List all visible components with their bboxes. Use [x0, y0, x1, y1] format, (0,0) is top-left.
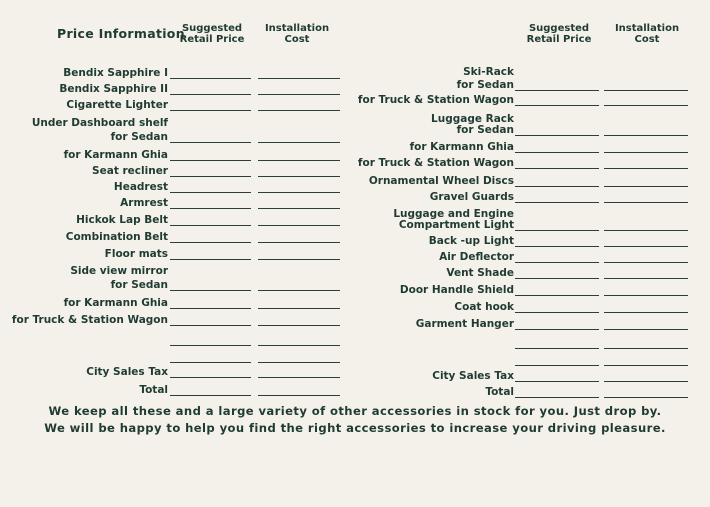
footer-line: We will be happy to help you find the right accessories to increase your driving pleasure.: [44, 421, 666, 435]
right-retail-price-field[interactable]: [515, 230, 599, 231]
left-item-label: for Sedan: [110, 131, 168, 143]
left-retail-price-field[interactable]: [170, 377, 251, 378]
left-item-label: Armrest: [120, 197, 168, 209]
right-retail-price-field[interactable]: [515, 348, 599, 349]
left-retail-price-field[interactable]: [170, 176, 251, 177]
left-retail-price-field[interactable]: [170, 225, 251, 226]
right-installation-cost-field[interactable]: [604, 135, 688, 136]
left-column-header-suggested: Suggested Retail Price: [179, 23, 245, 45]
right-item-label: Coat hook: [454, 301, 514, 313]
right-retail-price-field[interactable]: [515, 105, 599, 106]
right-item-label: Ski-Rack: [463, 66, 514, 78]
right-item-label: Back -up Light: [428, 235, 514, 247]
left-item-label: for Karmann Ghia: [63, 297, 168, 309]
left-installation-cost-field[interactable]: [258, 395, 340, 396]
left-item-label: Combination Belt: [65, 231, 168, 243]
left-installation-cost-field[interactable]: [258, 192, 340, 193]
right-installation-cost-field[interactable]: [604, 397, 688, 398]
left-installation-cost-field[interactable]: [258, 259, 340, 260]
right-retail-price-field[interactable]: [515, 152, 599, 153]
left-item-label: Bendix Sapphire II: [59, 83, 168, 95]
right-installation-cost-field[interactable]: [604, 278, 688, 279]
left-item-label: Total: [139, 384, 168, 396]
right-retail-price-field[interactable]: [515, 329, 599, 330]
right-item-label: for Truck & Station Wagon: [357, 94, 514, 106]
left-retail-price-field[interactable]: [170, 259, 251, 260]
right-installation-cost-field[interactable]: [604, 202, 688, 203]
left-installation-cost-field[interactable]: [258, 94, 340, 95]
left-installation-cost-field[interactable]: [258, 242, 340, 243]
left-retail-price-field[interactable]: [170, 362, 251, 363]
right-item-label: Luggage and Engine: [393, 208, 514, 220]
left-installation-cost-field[interactable]: [258, 290, 340, 291]
right-retail-price-field[interactable]: [515, 202, 599, 203]
right-item-label: for Sedan: [456, 124, 514, 136]
left-retail-price-field[interactable]: [170, 192, 251, 193]
right-item-label: Compartment Light: [398, 219, 514, 231]
left-item-label: for Sedan: [110, 279, 168, 291]
left-installation-cost-field[interactable]: [258, 160, 340, 161]
left-item-label: Under Dashboard shelf: [31, 117, 168, 129]
left-installation-cost-field[interactable]: [258, 176, 340, 177]
left-installation-cost-field[interactable]: [258, 362, 340, 363]
left-item-label: Cigarette Lighter: [66, 99, 168, 111]
right-item-label: Garment Hanger: [415, 318, 514, 330]
right-installation-cost-field[interactable]: [604, 105, 688, 106]
right-installation-cost-field[interactable]: [604, 381, 688, 382]
right-item-label: Air Deflector: [439, 251, 514, 263]
left-item-label: Floor mats: [104, 248, 168, 260]
right-retail-price-field[interactable]: [515, 365, 599, 366]
right-item-label: for Sedan: [456, 79, 514, 91]
left-installation-cost-field[interactable]: [258, 325, 340, 326]
right-retail-price-field[interactable]: [515, 397, 599, 398]
right-installation-cost-field[interactable]: [604, 246, 688, 247]
left-retail-price-field[interactable]: [170, 78, 251, 79]
left-column-header-installation: Installation Cost: [264, 23, 330, 45]
left-retail-price-field[interactable]: [170, 325, 251, 326]
left-installation-cost-field[interactable]: [258, 225, 340, 226]
right-installation-cost-field[interactable]: [604, 168, 688, 169]
left-retail-price-field[interactable]: [170, 94, 251, 95]
left-retail-price-field[interactable]: [170, 208, 251, 209]
right-item-label: Vent Shade: [446, 267, 514, 279]
right-retail-price-field[interactable]: [515, 262, 599, 263]
right-item-label: Luggage Rack: [431, 113, 514, 125]
left-retail-price-field[interactable]: [170, 395, 251, 396]
right-item-label: for Karmann Ghia: [409, 141, 514, 153]
right-retail-price-field[interactable]: [515, 278, 599, 279]
right-installation-cost-field[interactable]: [604, 262, 688, 263]
right-installation-cost-field[interactable]: [604, 329, 688, 330]
right-item-label: Gravel Guards: [429, 191, 514, 203]
left-item-label: City Sales Tax: [86, 366, 168, 378]
left-installation-cost-field[interactable]: [258, 110, 340, 111]
right-retail-price-field[interactable]: [515, 312, 599, 313]
right-installation-cost-field[interactable]: [604, 295, 688, 296]
left-installation-cost-field[interactable]: [258, 308, 340, 309]
right-retail-price-field[interactable]: [515, 90, 599, 91]
right-installation-cost-field[interactable]: [604, 90, 688, 91]
left-retail-price-field[interactable]: [170, 345, 251, 346]
footer-line: We keep all these and a large variety of other accessories in stock for you. Just drop by.: [48, 404, 662, 418]
left-item-label: Hickok Lap Belt: [76, 214, 168, 226]
left-installation-cost-field[interactable]: [258, 345, 340, 346]
left-retail-price-field[interactable]: [170, 242, 251, 243]
left-retail-price-field[interactable]: [170, 308, 251, 309]
right-column-header-suggested: Suggested Retail Price: [526, 23, 592, 45]
left-item-label: Side view mirror: [70, 265, 168, 277]
right-installation-cost-field[interactable]: [604, 152, 688, 153]
left-item-label: Headrest: [113, 181, 168, 193]
left-installation-cost-field[interactable]: [258, 208, 340, 209]
right-installation-cost-field[interactable]: [604, 365, 688, 366]
right-retail-price-field[interactable]: [515, 295, 599, 296]
left-installation-cost-field[interactable]: [258, 377, 340, 378]
left-retail-price-field[interactable]: [170, 160, 251, 161]
right-column-header-installation: Installation Cost: [614, 23, 680, 45]
left-item-label: for Truck & Station Wagon: [11, 314, 168, 326]
left-installation-cost-field[interactable]: [258, 142, 340, 143]
right-item-label: for Truck & Station Wagon: [357, 157, 514, 169]
right-installation-cost-field[interactable]: [604, 186, 688, 187]
right-installation-cost-field[interactable]: [604, 230, 688, 231]
left-installation-cost-field[interactable]: [258, 78, 340, 79]
right-item-label: Total: [485, 386, 514, 398]
right-installation-cost-field[interactable]: [604, 348, 688, 349]
left-retail-price-field[interactable]: [170, 110, 251, 111]
left-item-label: Seat recliner: [92, 165, 168, 177]
left-item-label: for Karmann Ghia: [63, 149, 168, 161]
right-installation-cost-field[interactable]: [604, 312, 688, 313]
page-title: Price Information: [57, 26, 185, 41]
left-retail-price-field[interactable]: [170, 142, 251, 143]
right-item-label: Ornamental Wheel Discs: [368, 175, 514, 187]
right-retail-price-field[interactable]: [515, 135, 599, 136]
left-item-label: Bendix Sapphire I: [63, 67, 168, 79]
right-retail-price-field[interactable]: [515, 186, 599, 187]
right-retail-price-field[interactable]: [515, 168, 599, 169]
right-item-label: City Sales Tax: [432, 370, 514, 382]
right-retail-price-field[interactable]: [515, 381, 599, 382]
left-retail-price-field[interactable]: [170, 290, 251, 291]
right-item-label: Door Handle Shield: [399, 284, 514, 296]
right-retail-price-field[interactable]: [515, 246, 599, 247]
